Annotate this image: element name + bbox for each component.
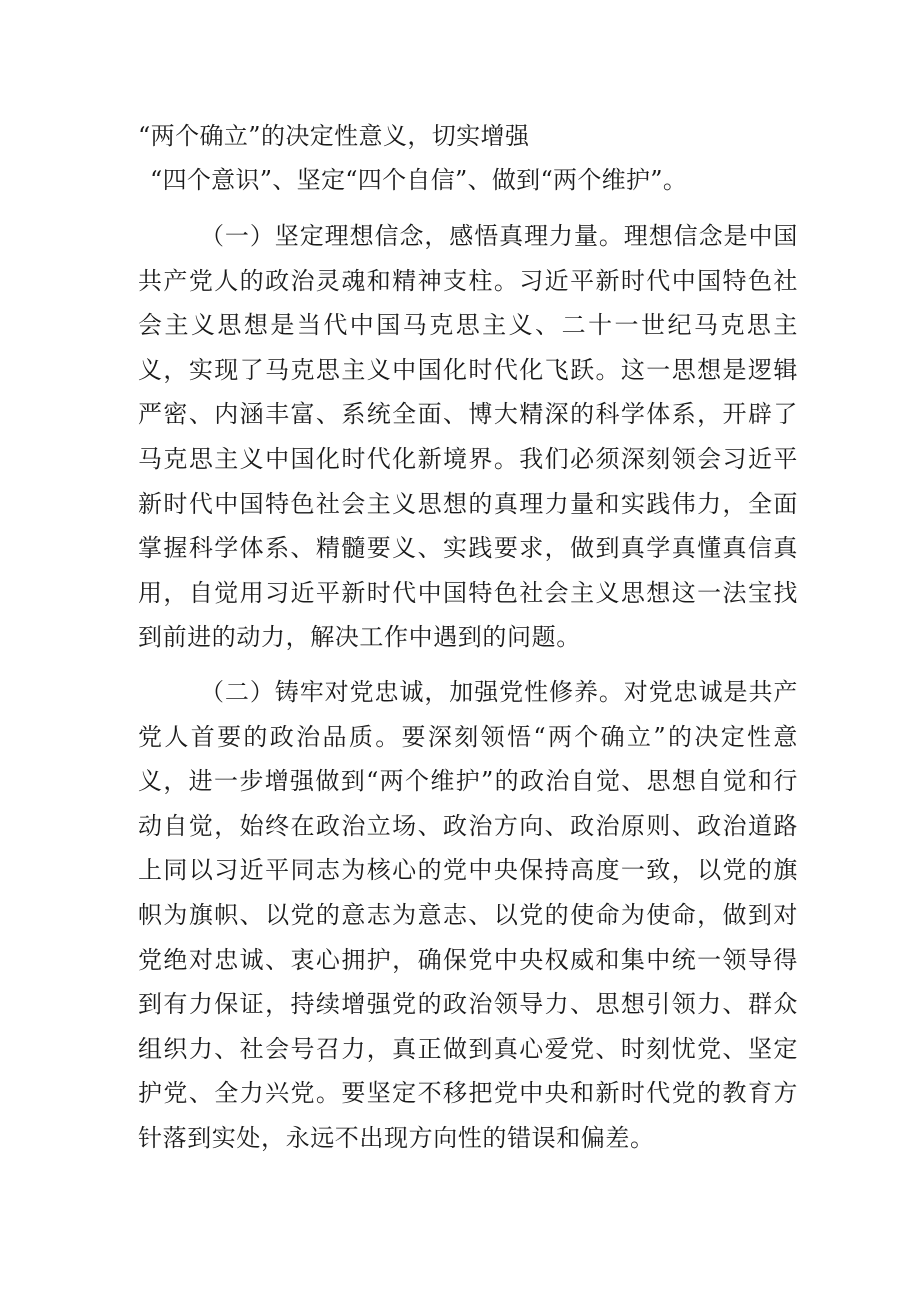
paragraph-party-loyalty: （二）铸牢对党忠诚，加强党性修养。对党忠诚是共产党人首要的政治品质。要深刻领悟“两个确立”的决定性意义，进一步增强做到“两个维护”的政治自觉、思想自觉和行动自觉，始终在政治立场、政治方向、政治原则、政治道路上同以习近平同志为核心的党中央保持高度一致，以党的旗帜为旗帜、以党的意志为意志、以党的使命为使命，做到对党绝对忠诚、衷心拥护，确保党中央权威和集中统一领导得到有力保证，持续增强党的政治领导力、思想引领力、群众组织力、社会号召力，真正做到真心爱党、时刻忧党、坚定护党、全力兴党。要坚定不移把党中央和新时代党的教育方针落到实处，永远不出现方向性的错误和偏差。 <box>138 678 798 1152</box>
heading-line-2: “四个意识”、坚定“四个自信”、做到“两个维护”。 <box>150 166 688 194</box>
paragraph-ideals-beliefs: （一）坚定理想信念，感悟真理力量。理想信念是中国共产党人的政治灵魂和精神支柱。习近平新时代中国特色社会主义思想是当代中国马克思主义、二十一世纪马克思主义，实现了马克思主义中国化时代化飞跃。这一思想是逻辑严密、内涵丰富、系统全面、博大精深的科学体系，开辟了马克思主义中国化时代化新境界。我们必须深刻领会习近平新时代中国特色社会主义思想的真理力量和实践伟力，全面掌握科学体系、精髓要义、实践要求，做到真学真懂真信真用，自觉用习近平新时代中国特色社会主义思想这一法宝找到前进的动力，解决工作中遇到的问题。 <box>138 222 798 652</box>
heading-line-1: “两个确立”的决定性意义，切实增强 <box>138 122 530 150</box>
